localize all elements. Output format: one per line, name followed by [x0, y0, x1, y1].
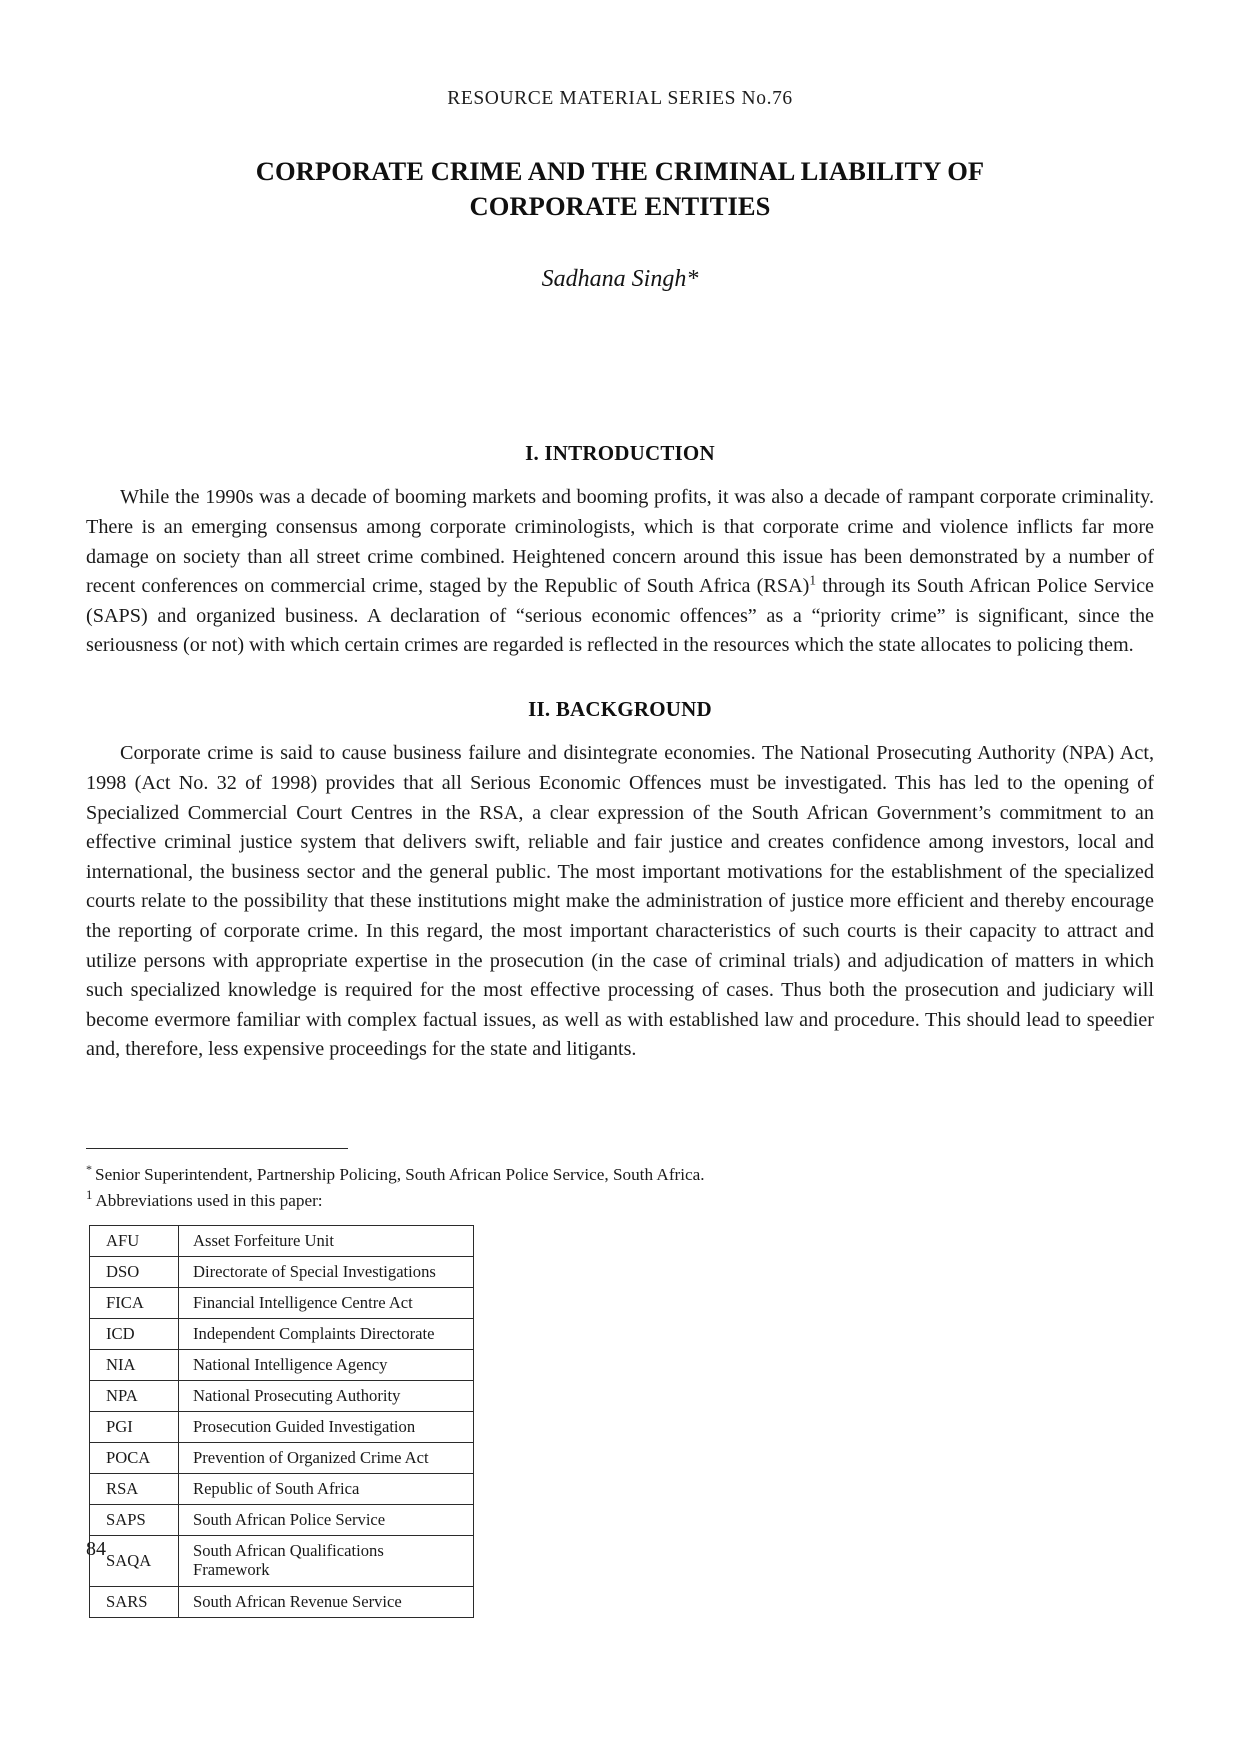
- table-row: [90, 1586, 474, 1617]
- table-row: [90, 1349, 474, 1380]
- abbreviation-value: Financial Intelligence Centre Act: [179, 1287, 474, 1318]
- table-row: [90, 1380, 474, 1411]
- paragraph-text: Corporate crime is said to cause business failure and disintegrate economies. The National Prosecuting Authority (NPA) Act, 1998 (Act No. 32 of 1998) provides that all Serious Economic Offences must be investigated. This has led to the opening of Specialized Commercial Court Centres in the RSA, a clear expression of the South African Government’s commitment to an effective criminal justice system that delivers swift, reliable and fair justice and creates confidence among investors, local and international, the business sector and the general public. The most important motivations for the establishment of the specialized courts relate to the possibility that these institutions might make the administration of justice more efficient and thereby encourage the reporting of corporate crime. In this regard, the most important characteristics of such courts is their capacity to attract and utilize persons with appropriate expertise in the prosecution (in the case of criminal trials) and adjudication of matters in which such specialized knowledge is required for the most effective processing of cases. Thus both the prosecution and judiciary will become evermore familiar with complex factual issues, as well as with established law and procedure. This should lead to speedier and, therefore, less expensive proceedings for the state and litigants.: [86, 742, 1154, 1061]
- footnote-separator-rule: [86, 1148, 348, 1149]
- abbreviation-value: National Prosecuting Authority: [179, 1380, 474, 1411]
- footnote-star-marker: *: [86, 1162, 93, 1177]
- abbreviation-value: Asset Forfeiture Unit: [179, 1225, 474, 1256]
- abbreviation-key: AFU: [90, 1225, 179, 1256]
- abbreviation-value: South African Revenue Service: [179, 1586, 474, 1617]
- footnote-star-text: Senior Superintendent, Partnership Policing, South African Police Service, South Africa.: [95, 1165, 705, 1184]
- footnote-block: [86, 1148, 1154, 1618]
- abbreviations-table-body: [90, 1225, 474, 1617]
- table-row: [90, 1256, 474, 1287]
- abbreviation-value: South African Qualifications Framework: [179, 1536, 474, 1586]
- paragraph-text-part-2: through its South African Police Service (SAPS) and organized business. A declaration of “serious economic offences” as a “priority crime” is significant, since the seriousness (or not) with which certain crimes are regarded is reflected in the resources which the state allocates to policing them.: [86, 575, 1154, 657]
- paragraph-background: [86, 739, 1154, 1065]
- running-head: RESOURCE MATERIAL SERIES No.76: [447, 88, 793, 109]
- paragraph-text-part-1: While the 1990s was a decade of booming markets and booming profits, it was also a decade of rampant corporate criminality. There is an emerging consensus among corporate criminologists, which is that corporate crime and violence inflicts far more damage on society than all street crime combined. Heightened concern around this issue has been demonstrated by a number of recent conferences on commercial crime, staged by the Republic of South Africa (RSA): [86, 486, 1154, 598]
- footnote-author-note: [86, 1162, 1154, 1188]
- abbreviation-key: NIA: [90, 1349, 179, 1380]
- abbreviation-key: RSA: [90, 1474, 179, 1505]
- table-row: [90, 1318, 474, 1349]
- abbreviation-value: Prevention of Organized Crime Act: [179, 1443, 474, 1474]
- abbreviation-key: SARS: [90, 1586, 179, 1617]
- abbreviation-key: POCA: [90, 1443, 179, 1474]
- section-heading-background: II. BACKGROUND: [528, 696, 712, 721]
- abbreviation-value: Independent Complaints Directorate: [179, 1318, 474, 1349]
- table-row: [90, 1412, 474, 1443]
- abbreviation-key: NPA: [90, 1380, 179, 1411]
- abbreviation-key: PGI: [90, 1412, 179, 1443]
- abbreviation-key: SAQA: [90, 1536, 179, 1586]
- abbreviation-value: South African Police Service: [179, 1505, 474, 1536]
- abbreviation-value: Directorate of Special Investigations: [179, 1256, 474, 1287]
- abbreviation-key: FICA: [90, 1287, 179, 1318]
- abbreviation-value: Republic of South Africa: [179, 1474, 474, 1505]
- footnote-marker-1[interactable]: 1: [809, 572, 817, 588]
- page-title: CORPORATE CRIME AND THE CRIMINAL LIABILITY OF CORPORATE ENTITIES: [255, 156, 985, 221]
- author-byline: Sadhana Singh*: [541, 265, 699, 292]
- abbreviations-table: [89, 1225, 474, 1618]
- footnote-abbreviations-note: [86, 1188, 1154, 1214]
- section-heading-introduction: I. INTRODUCTION: [525, 440, 715, 465]
- table-row: [90, 1287, 474, 1318]
- abbreviation-key: SAPS: [90, 1505, 179, 1536]
- abbreviation-value: Prosecution Guided Investigation: [179, 1412, 474, 1443]
- abbreviation-key: ICD: [90, 1318, 179, 1349]
- abbreviation-value: National Intelligence Agency: [179, 1349, 474, 1380]
- table-row: [90, 1443, 474, 1474]
- page-number: 84: [86, 1538, 106, 1560]
- table-row: [90, 1536, 474, 1586]
- table-row: [90, 1505, 474, 1536]
- footnote-number-marker: 1: [86, 1188, 93, 1203]
- paragraph-introduction: [86, 483, 1154, 661]
- abbreviation-key: DSO: [90, 1256, 179, 1287]
- footnote-number-text: Abbreviations used in this paper:: [95, 1190, 323, 1210]
- table-row: [90, 1225, 474, 1256]
- table-row: [90, 1474, 474, 1505]
